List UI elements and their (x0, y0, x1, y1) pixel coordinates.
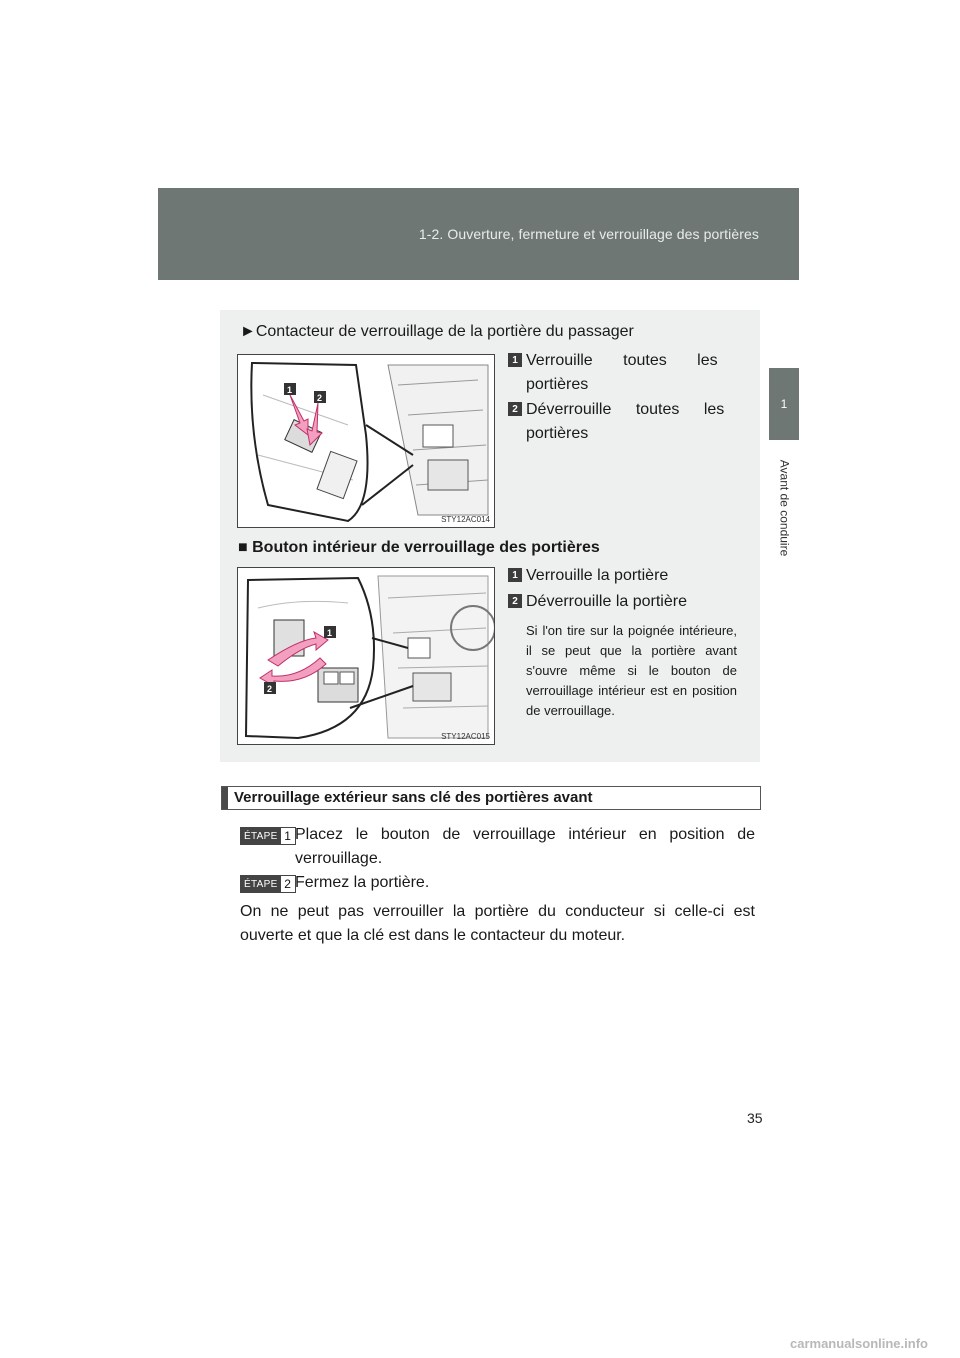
section-header (221, 786, 761, 810)
callout-badge-2: 2 (508, 402, 522, 416)
step-number: 1 (281, 828, 295, 844)
inside-lock-drawing (238, 568, 494, 744)
page-number: 35 (747, 1110, 763, 1126)
step-badge-1 (240, 827, 296, 845)
callout-badge-1: 1 (508, 568, 522, 582)
callout-badge-1: 1 (508, 353, 522, 367)
note-line1: On ne peut pas verrouiller la portière du conducteur si celle-ci est (240, 903, 755, 920)
figure-code: STY12AC014 (441, 515, 490, 524)
passenger-item-2-line1 (526, 398, 736, 422)
chapter-title: 1-2. Ouverture, fermeture et verrouillage des portières (418, 226, 759, 242)
chapter-side-label-text: Avant de conduire (777, 459, 792, 557)
step-badge-2 (240, 875, 296, 893)
passenger-item-2-text: Déverrouille toutes les (526, 401, 725, 418)
svg-text:1: 1 (327, 628, 333, 638)
step-label: ÉTAPE (241, 828, 281, 844)
passenger-switch-title: ►Contacteur de verrouillage de la portière du passager (240, 323, 634, 340)
svg-text:1: 1 (287, 385, 293, 395)
section-title: Verrouillage extérieur sans clé des portières avant (234, 789, 593, 806)
note-line2: ouverte et que la clé est dans le contacteur du moteur. (240, 927, 626, 944)
door-switch-drawing (238, 355, 494, 527)
figure-code: STY12AC015 (441, 732, 490, 741)
passenger-item-1-line2: portières (526, 376, 589, 393)
step-number: 2 (281, 876, 295, 892)
step-1-line1: Placez le bouton de verrouillage intérieur en position de (295, 826, 755, 843)
svg-text:2: 2 (317, 393, 323, 403)
section-header-stripe (222, 787, 228, 809)
inside-lock-illustration (237, 567, 495, 745)
passenger-item-2-line2: portières (526, 425, 589, 442)
chapter-tab: 1 (769, 368, 799, 440)
chapter-side-label (769, 445, 799, 571)
passenger-item-1-text: Verrouille toutes les (526, 352, 718, 369)
step-2-text: Fermez la portière. (295, 874, 430, 891)
callout-badge-2: 2 (508, 594, 522, 608)
step-label: ÉTAPE (241, 876, 281, 892)
step-1-line2: verrouillage. (295, 850, 383, 867)
inside-lock-note: Si l'on tire sur la poignée intérieure, il se peut que la portière avant s'ouvre même si le bouton de verrouillage intérieur est en position de verrouillage. (526, 623, 737, 718)
watermark: carmanualsonline.info (790, 1336, 928, 1351)
inside-item-2-text: Déverrouille la portière (526, 593, 687, 610)
passenger-switch-illustration (237, 354, 495, 528)
svg-text:2: 2 (267, 684, 273, 694)
header-bar (158, 188, 799, 280)
inside-item-1-text: Verrouille la portière (526, 567, 669, 584)
passenger-item-1-line1 (526, 349, 736, 373)
inside-lock-title: ■ Bouton intérieur de verrouillage des portières (238, 539, 600, 556)
